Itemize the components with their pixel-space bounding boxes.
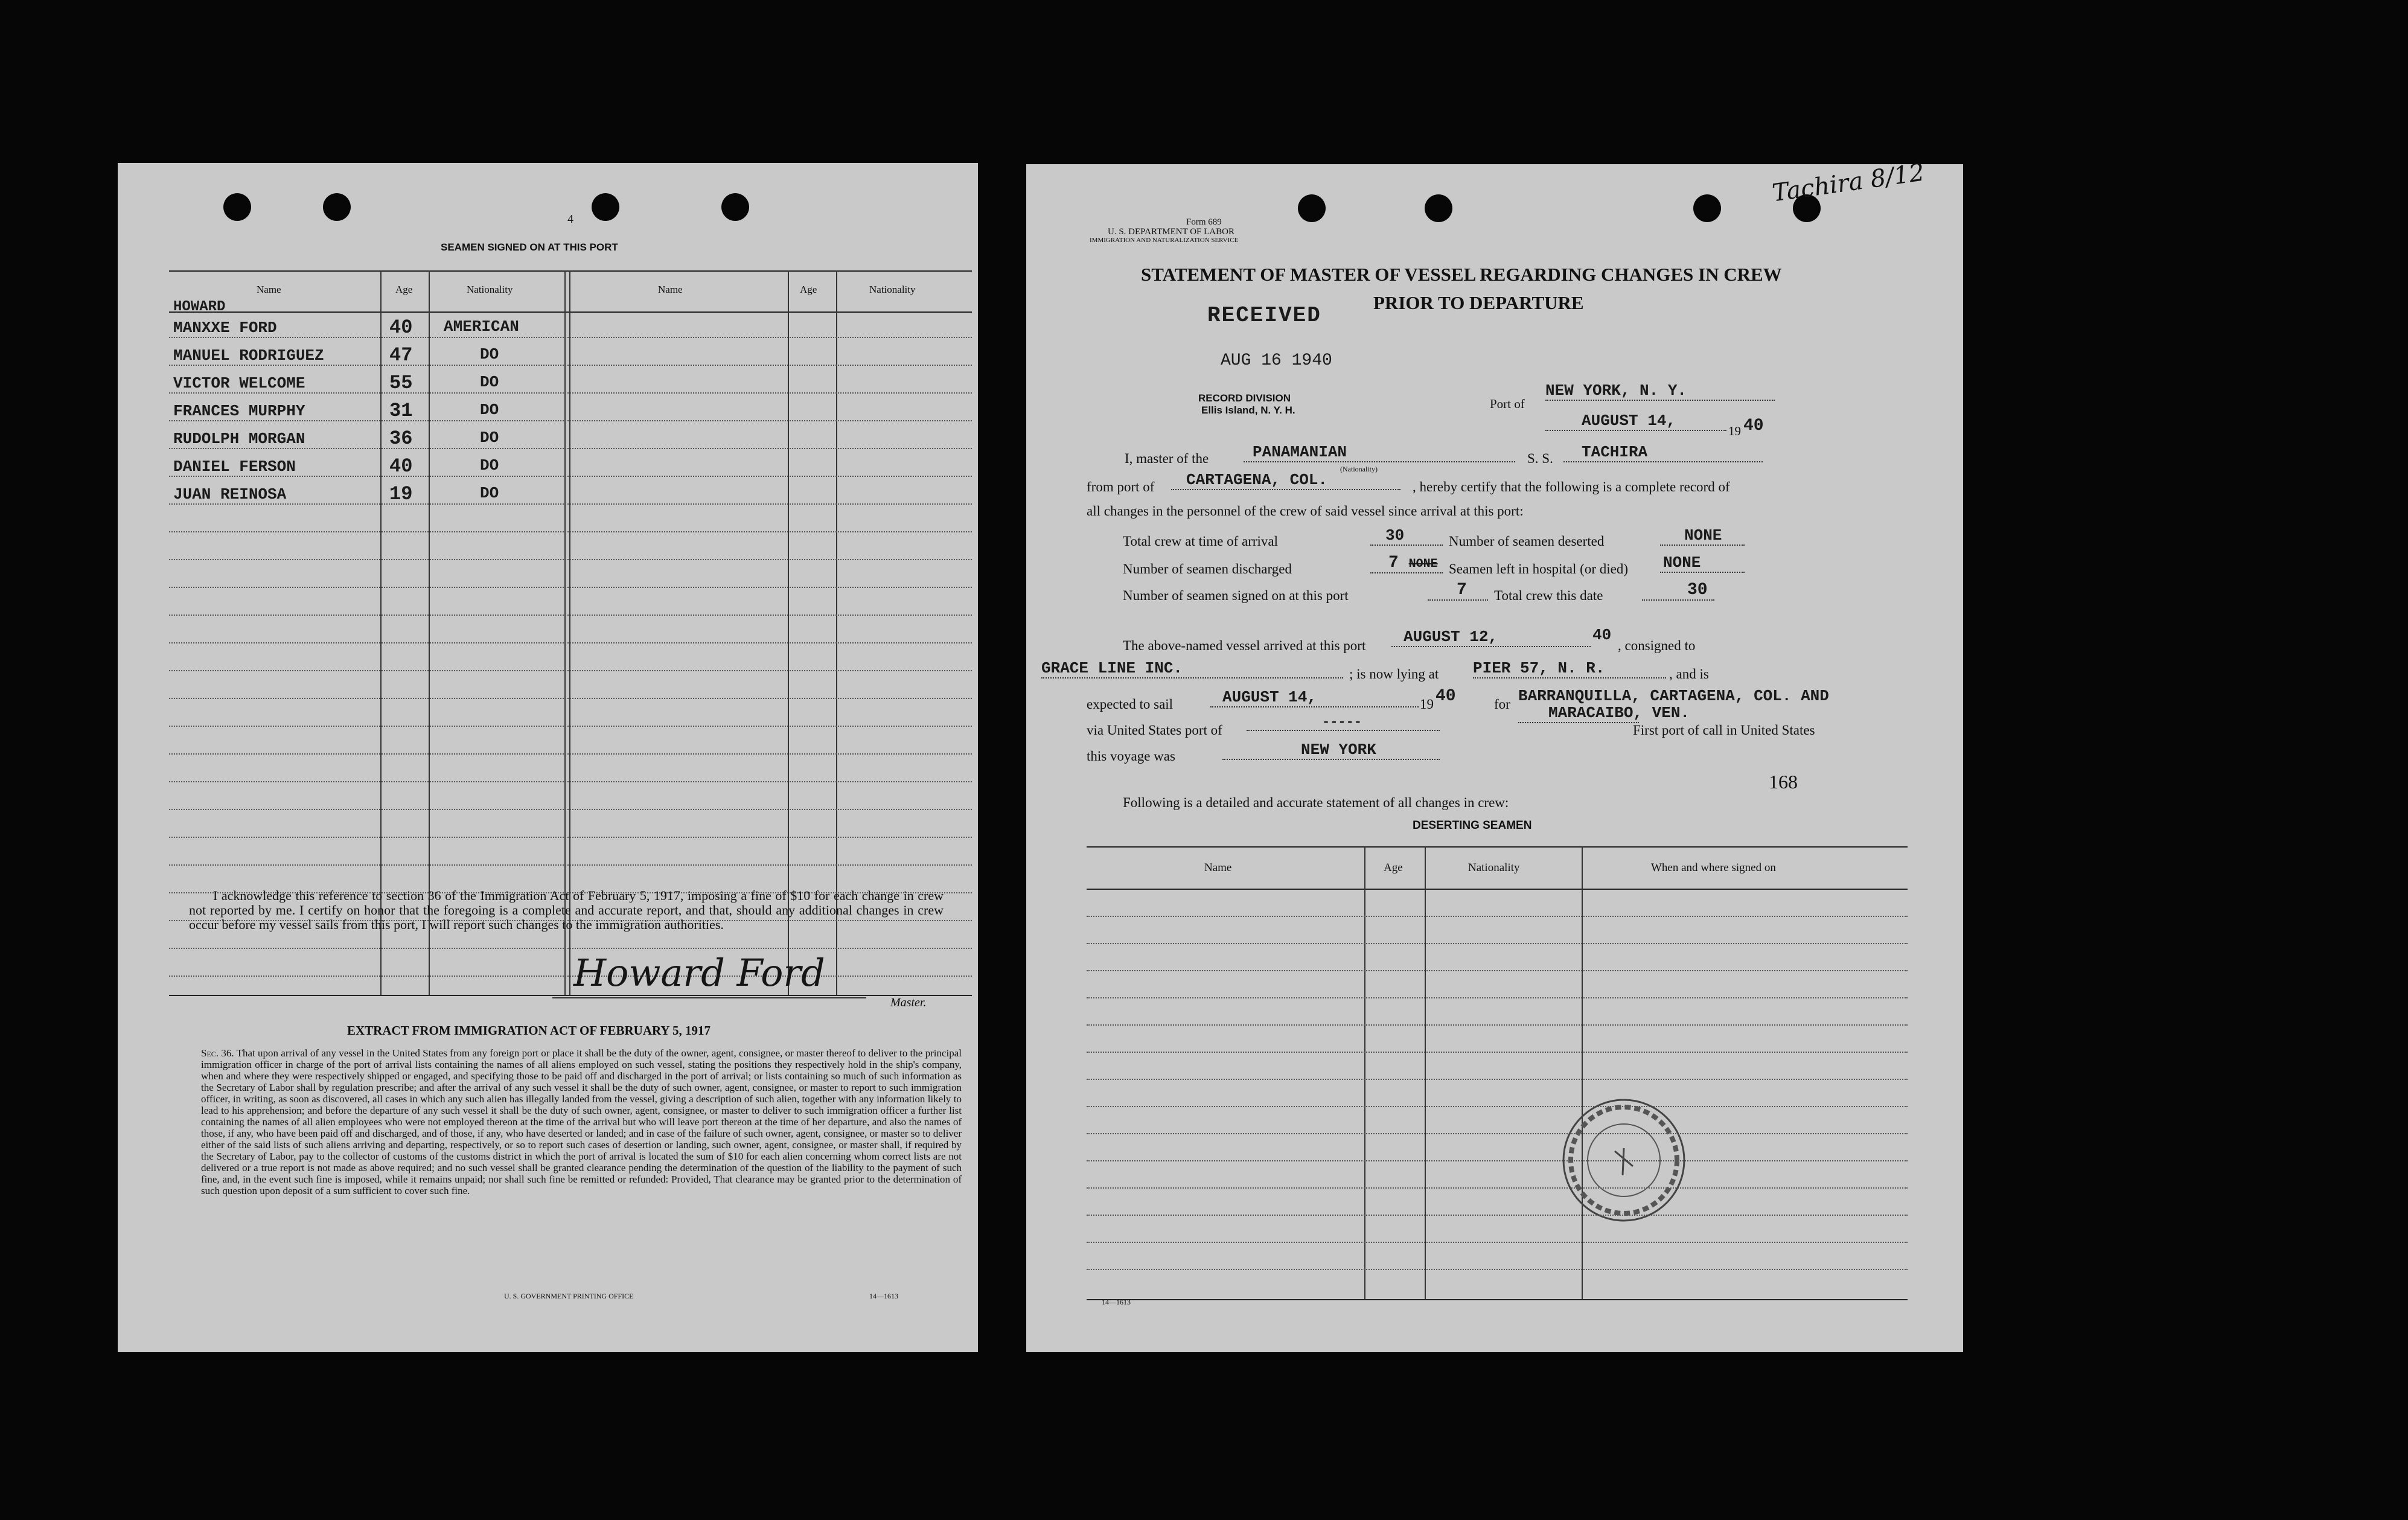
- crew-name: RUDOLPH MORGAN: [173, 430, 305, 448]
- header-nationality: Nationality: [467, 284, 513, 295]
- discharged-field: [1370, 554, 1443, 573]
- punch-hole: [1425, 194, 1452, 222]
- signed-value: 7: [1428, 581, 1488, 601]
- certify-text-2: all changes in the personnel of the crew of said vessel since arrival at this port:: [1087, 503, 1524, 519]
- crew-name: MANXXE FORD: [173, 319, 277, 337]
- crew-name: DANIEL FERSON: [173, 458, 296, 476]
- crew-nationality: DO: [480, 401, 499, 419]
- header-nationality-2: Nationality: [869, 284, 916, 295]
- crew-nationality: DO: [480, 373, 499, 391]
- punch-hole: [592, 193, 619, 221]
- crew-nationality: DO: [480, 484, 499, 502]
- master-signature: Howard Ford: [573, 951, 825, 995]
- crew-nationality: AMERICAN: [444, 318, 519, 336]
- form-subtitle: PRIOR TO DEPARTURE: [1373, 292, 1584, 313]
- signature-label: Master.: [890, 996, 927, 1009]
- crew-name: VICTOR WELCOME: [173, 374, 305, 392]
- extract-text: That upon arrival of any vessel in the United States from any foreign port or place it shall be the duty of the owner, agent, consignee, or master thereof to deliver to the principal immigration officer in charge of the port of arrival lists containing the names of all aliens employed on such vessel, stating the positions they respectively hold in the ship's company, when and where they were respectively shipped or engaged, and specifying those to be paid off and discharged in the port of arrival; or lists containing so much of such information as the Secretary of Labor shall by regulation prescribe; and after the arrival of any such vessel it shall be the duty of such owner, agent, consignee, or master to report to such immigration officer, in writing, as soon as discovered, all cases in which any such alien has illegally landed from the vessel, giving a description of such alien, together with any information likely to lead to his apprehension; and before the departure of any such vessel it shall be the duty of such owner, agent, consignee, or master to deliver to such immigration officer a further list containing the names of all alien employees who were not employed thereon at the time of the arrival but who will leave port thereon at the time of her departure, and also the names of those, if any, who have been paid off and discharged, and of those, if any, who have deserted or landed; and in case of the failure of such owner, agent, consignee, or master so to deliver either of the said lists of such aliens arriving and departing, respectively, or so to report such cases of desertion or landing, such owner, agent, consignee, or master shall, if required by the Secretary of Labor, pay to the collector of customs of the customs district in which the port of arrival is located the sum of $10 for each alien concerning whom correct lists are not delivered or a true report is not made as above required; and no such vessel shall be granted clearance pending the determination of the question of the liability to the payment of such fine, and, in the event such fine is imposed, while it remains unpaid; nor shall such fine be remitted or refunded: Provided, That clearance may be granted prior to the determination of such question upon deposit of a sum sufficient to cover such fine.: [201, 1047, 962, 1196]
- deserted-value: NONE: [1660, 526, 1745, 546]
- discharged-struck: NONE: [1408, 557, 1438, 571]
- destination-line-1: BARRANQUILLA, CARTAGENA, COL. AND: [1518, 687, 1829, 705]
- service: IMMIGRATION AND NATURALIZATION SERVICE: [1090, 237, 1239, 244]
- extract-paragraph: [201, 1047, 962, 1196]
- via-label: via United States port of: [1087, 723, 1222, 738]
- extract-lead: Sec. 36.: [201, 1047, 234, 1059]
- punch-hole: [721, 193, 749, 221]
- punch-hole: [223, 193, 251, 221]
- extract-title: EXTRACT FROM IMMIGRATION ACT OF FEBRUARY 5, 1917: [347, 1023, 711, 1038]
- sail-year-prefix: 19: [1420, 697, 1434, 712]
- crew-age: 40: [389, 316, 413, 339]
- lying-value: PIER 57, N. R.: [1473, 659, 1666, 679]
- header-age-2: Age: [800, 284, 817, 295]
- and-is-label: , and is: [1669, 666, 1709, 682]
- printer-line: U. S. GOVERNMENT PRINTING OFFICE: [504, 1292, 634, 1300]
- discharged-value: 7: [1388, 554, 1399, 572]
- sail-year: 40: [1436, 687, 1456, 706]
- crew-name: JUAN REINOSA: [173, 485, 287, 503]
- for-label: for: [1494, 697, 1510, 712]
- stamp-date: AUG 16 1940: [1221, 351, 1332, 370]
- certify-text: , hereby certify that the following is a complete record of: [1413, 479, 1730, 494]
- lying-label: ; is now lying at: [1349, 666, 1439, 682]
- stamp-place: Ellis Island, N. Y. H.: [1201, 404, 1295, 416]
- following-text: Following is a detailed and accurate statement of all changes in crew:: [1123, 795, 1509, 810]
- year-value: 40: [1743, 417, 1764, 435]
- port-value: NEW YORK, N. Y.: [1545, 382, 1775, 401]
- first-port-value: NEW YORK: [1222, 741, 1440, 760]
- punch-hole: [1298, 194, 1326, 222]
- discharged-label: Number of seamen discharged: [1123, 561, 1292, 576]
- date-value: AUGUST 14,: [1545, 412, 1726, 431]
- total-crew-date: 30: [1642, 581, 1714, 601]
- form-number: Form 689: [1186, 217, 1222, 227]
- seal-stamp: [1557, 1094, 1690, 1227]
- from-port-value: CARTAGENA, COL.: [1171, 471, 1400, 490]
- section-title: SEAMEN SIGNED ON AT THIS PORT: [441, 241, 618, 253]
- crew-name-struck: HOWARD: [173, 299, 226, 315]
- arrived-value: AUGUST 12,: [1391, 628, 1591, 647]
- stamp-received: RECEIVED: [1207, 303, 1321, 328]
- consigned-label: , consigned to: [1618, 638, 1696, 653]
- hospital-value: NONE: [1660, 554, 1745, 573]
- total-crew-date-label: Total crew this date: [1494, 588, 1603, 603]
- crew-age: 40: [389, 455, 413, 477]
- header-age: Age: [395, 284, 413, 295]
- nationality-caption: (Nationality): [1340, 465, 1378, 473]
- vessel-name: TACHIRA: [1563, 443, 1763, 462]
- nationality-value: PANAMANIAN: [1244, 443, 1515, 462]
- crew-nationality: DO: [480, 429, 499, 447]
- header-age: Age: [1384, 861, 1403, 874]
- crew-age: 31: [389, 400, 413, 422]
- sail-date: AUGUST 14,: [1210, 688, 1419, 707]
- crew-name: MANUEL RODRIGUEZ: [173, 346, 324, 365]
- crew-age: 47: [389, 344, 413, 366]
- file-number: 168: [1769, 771, 1798, 793]
- destination-line-2: MARACAIBO, VEN.: [1518, 704, 1639, 723]
- hospital-label: Seamen left in hospital (or died): [1449, 561, 1629, 576]
- total-crew-arrival: 30: [1370, 526, 1443, 546]
- header-when-where: When and where signed on: [1651, 861, 1776, 874]
- port-label: Port of: [1490, 397, 1525, 411]
- punch-hole: [323, 193, 351, 221]
- crew-age: 55: [389, 372, 413, 394]
- handwritten-note: Tachira 8/12: [1771, 158, 1926, 208]
- department: U. S. DEPARTMENT OF LABOR: [1108, 227, 1234, 237]
- arrived-year: 40: [1592, 626, 1612, 644]
- header-name: Name: [1204, 861, 1232, 874]
- voyage-label: this voyage was: [1087, 749, 1175, 764]
- crew-nationality: DO: [480, 345, 499, 363]
- total-crew-arrival-label: Total crew at time of arrival: [1123, 534, 1279, 549]
- ss-label: S. S.: [1527, 451, 1553, 466]
- crew-age: 19: [389, 483, 413, 505]
- deserting-title: DESERTING SEAMEN: [1413, 819, 1532, 832]
- master-of-label: I, master of the: [1125, 451, 1209, 466]
- header-name-2: Name: [658, 284, 683, 295]
- first-port-label: First port of call in United States: [1633, 723, 1815, 738]
- acknowledgement-text: I acknowledge this reference to section 36 of the Immigration Act of February 5, 1917, imposing a fine of $10 for each change in crew not reported by me. I certify on honor that the foregoing is a complete and accurate report, and that, should any additional changes in crew occur before my vessel sails from this port, I will report such changes to the immigration authorities.: [189, 888, 944, 932]
- expected-label: expected to sail: [1087, 697, 1174, 712]
- punch-hole: [1693, 194, 1721, 222]
- deserted-label: Number of seamen deserted: [1449, 534, 1605, 549]
- crew-name: FRANCES MURPHY: [173, 402, 305, 420]
- right-page: [1026, 158, 1963, 1352]
- header-name: Name: [257, 284, 281, 295]
- arrived-label: The above-named vessel arrived at this port: [1123, 638, 1366, 653]
- consignee-value: GRACE LINE INC.: [1041, 659, 1343, 679]
- left-page: [118, 163, 978, 1352]
- from-port-label: from port of: [1087, 479, 1155, 494]
- form-code: 14—1613: [1102, 1298, 1131, 1306]
- page-number: 4: [567, 212, 573, 226]
- year-prefix: 19: [1728, 424, 1741, 438]
- crew-nationality: DO: [480, 456, 499, 474]
- stamp-division: RECORD DIVISION: [1198, 392, 1291, 404]
- form-title: STATEMENT OF MASTER OF VESSEL REGARDING CHANGES IN CREW: [1141, 264, 1782, 285]
- header-nationality: Nationality: [1468, 861, 1520, 874]
- crew-age: 36: [389, 427, 413, 450]
- via-value: -----: [1247, 715, 1440, 731]
- signed-label: Number of seamen signed on at this port: [1123, 588, 1349, 603]
- form-code: 14—1613: [869, 1292, 898, 1300]
